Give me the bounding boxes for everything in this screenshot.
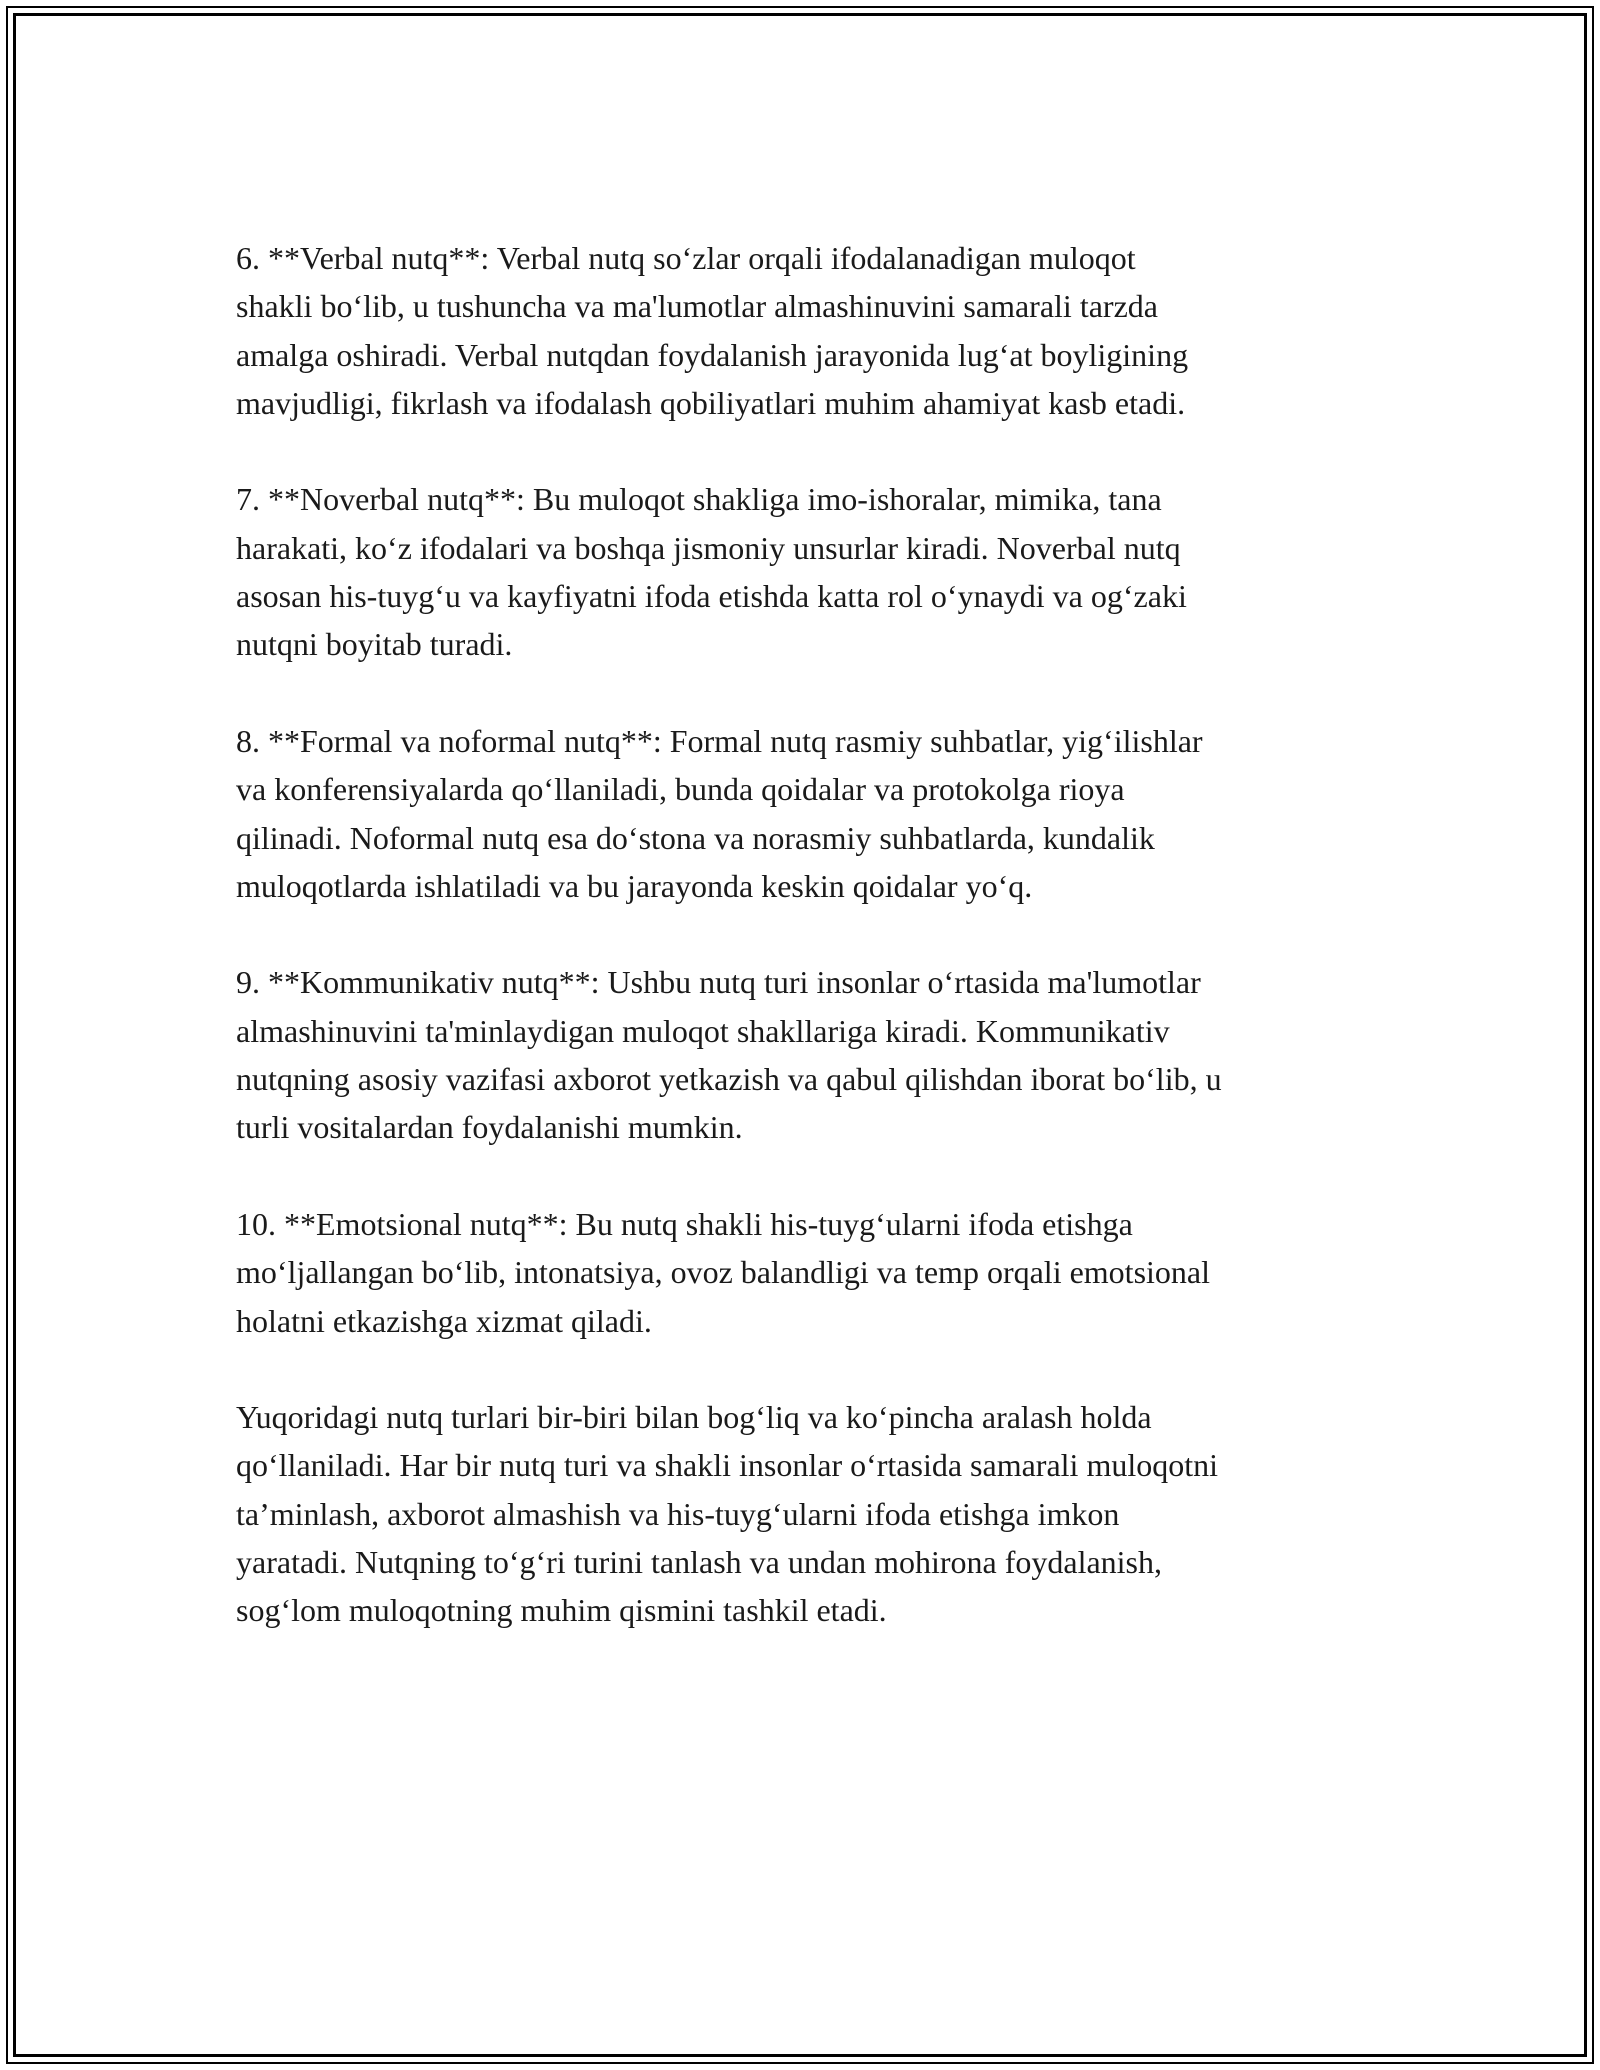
document-body [236, 234, 1386, 1683]
paragraph-conclusion: Yuqoridagi nutq turlari bir-biri bilan bog‘liq va ko‘pincha aralash holda qo‘llaniladi. Har bir nutq turi va shakli insonlar o‘rtasida samarali muloqotni ta’minlash, axborot almashish va his-tuyg‘ularni ifoda etishga imkon yaratadi. Nutqning to‘g‘ri turini tanlash va undan mohirona foydalanish, sog‘lom muloqotning muhim qismini tashkil etadi. [236, 1399, 1218, 1629]
paragraph-emotsional-nutq: 10. **Emotsional nutq**: Bu nutq shakli his-tuyg‘ularni ifoda etishga mo‘ljallangan bo‘lib, intonatsiya, ovoz balandligi va temp orqali emotsional holatni etkazishga xizmat qiladi. [236, 1205, 1210, 1339]
paragraph-noverbal-nutq: 7. **Noverbal nutq**: Bu muloqot shakliga imo-ishoralar, mimika, tana harakati, ko‘z ifodalari va boshqa jismoniy unsurlar kiradi. Noverbal nutq asosan his-tuyg‘u va kayfiyatni ifoda etishda katta rol o‘ynaydi va og‘zaki nutqni boyitab turadi. [236, 481, 1187, 663]
paragraph-formal-noformal-nutq: 8. **Formal va noformal nutq**: Formal nutq rasmiy suhbatlar, yig‘ilishlar va konferensiyalarda qo‘llaniladi, bunda qoidalar va protokolga rioya qilinadi. Noformal nutq esa do‘stona va norasmiy suhbatlarda, kundalik muloqotlarda ishlatiladi va bu jarayonda keskin qoidalar yo‘q. [236, 722, 1203, 904]
paragraph-kommunikativ-nutq: 9. **Kommunikativ nutq**: Ushbu nutq turi insonlar o‘rtasida ma'lumotlar almashinuvini ta'minlaydigan muloqot shakllariga kiradi. Kommunikativ nutqning asosiy vazifasi axborot yetkazish va qabul qilishdan iborat bo‘lib, u turli vositalardan foydalanishi mumkin. [236, 964, 1222, 1146]
paragraph-verbal-nutq: 6. **Verbal nutq**: Verbal nutq so‘zlar orqali ifodalanadigan muloqot shakli bo‘lib, u tushuncha va ma'lumotlar almashinuvini samarali tarzda amalga oshiradi. Verbal nutqdan foydalanish jarayonida lug‘at boyligining mavjudligi, fikrlash va ifodalash qobiliyatlari muhim ahamiyat kasb etadi. [236, 240, 1189, 421]
